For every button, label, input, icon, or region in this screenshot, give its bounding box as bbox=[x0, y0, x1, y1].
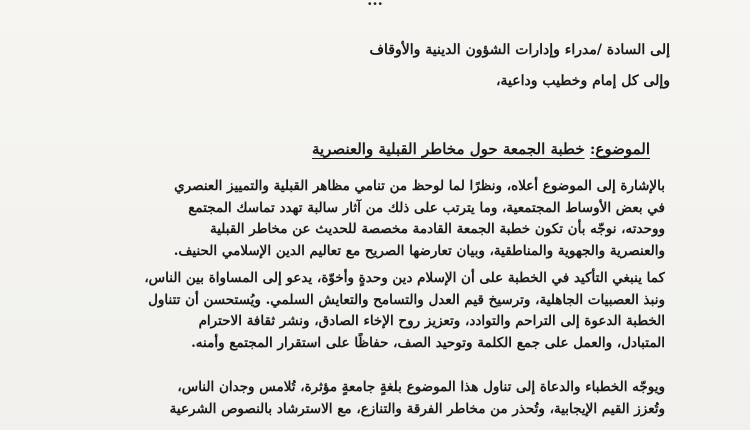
paragraph-line: بالإشارة إلى الموضوع أعلاه، ونظرًا لما لوحظ من تنامي مظاهر القبلية والتمييز العنصري bbox=[174, 178, 665, 194]
paragraph-line: وتُعزز القيم الإيجابية، وتُحذر من مخاطر الفرقة والتنازع، مع الاسترشاد بالنصوص الشرعية bbox=[169, 400, 665, 417]
paragraph-2 bbox=[75, 268, 665, 354]
paragraph-line: المتبادل، والعمل على جمع الكلمة وتوحيد الصف، حفاظًا على استقرار المجتمع وأمنه. bbox=[191, 334, 665, 351]
subject-text: خطبة الجمعة حول مخاطر القبلية والعنصرية bbox=[311, 140, 585, 158]
addressee-line-2: وإلى كل إمام وخطيب وداعية، bbox=[495, 73, 670, 89]
subject-line bbox=[312, 140, 650, 158]
addressee-line-1: إلى السادة /مدراء وإدارات الشؤون الدينية والأوقاف bbox=[369, 42, 670, 58]
paragraph-line: ووحدته، نوجّه بأن تكون خطبة الجمعة القادمة مخصصة للحديث عن مخاطر القبلية bbox=[210, 221, 665, 237]
paragraph-line: ونبذ العصبيات الجاهلية، وترسيخ قيم العدل والتسامح والتعايش السلمي. ويُستحسن أن تتناول bbox=[148, 291, 665, 308]
paragraph-line: في بعض الأوساط المجتمعية، وما يترتب على ذلك من آثار سالبة تهدد تماسك المجتمع bbox=[188, 199, 665, 216]
top-cut-off-text: ... bbox=[367, 0, 383, 9]
paragraph-1 bbox=[75, 176, 665, 262]
paragraph-line: والعنصرية والجهوية والمناطقية، وبيان تعارضها الصريح مع تعاليم الدين الإسلامي الحنيف. bbox=[173, 242, 665, 259]
paragraph-line: ويوجّه الخطباء والدعاة إلى تناول هذا الموضوع بلغةٍ جامعةٍ مؤثرة، تُلامس وجدان الناس، bbox=[177, 379, 665, 395]
paragraph-line: الخطبة الدعوة إلى التراحم والتوادد، وتعزيز روح الإخاء الصادق، ونشر ثقافة الاحترام bbox=[198, 313, 665, 329]
paragraph-3 bbox=[75, 377, 665, 420]
paragraph-line: كما ينبغي التأكيد في الخطبة على أن الإسلام دين وحدةٍ وأخوّة، يدعو إلى المساواة بين الناس، bbox=[144, 270, 665, 286]
subject-label: الموضوع: bbox=[589, 140, 650, 158]
